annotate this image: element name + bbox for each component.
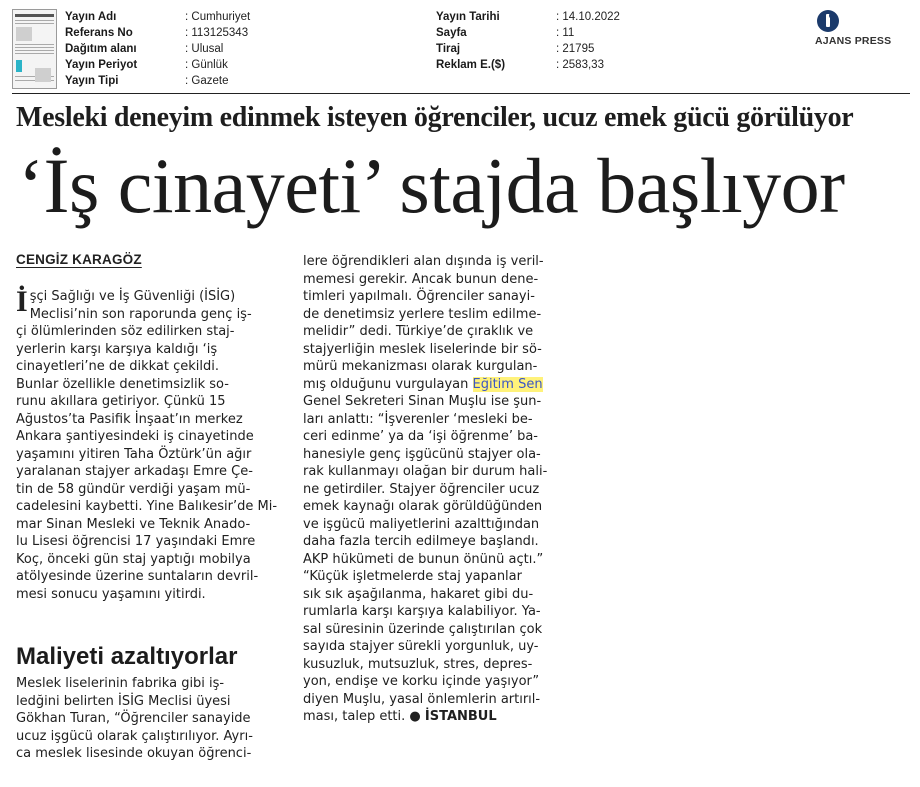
label-referans-no: Referans No (65, 27, 133, 39)
article-column-1-continued (16, 675, 284, 763)
label-yayin-tarihi: Yayın Tarihi (436, 11, 500, 23)
body-line: ceri edinme’ ya da ‘işi öğrenme’ ba- (303, 429, 539, 444)
body-line: ve işgücü maliyetlerini azalttığından (303, 516, 540, 532)
value-reklam: : 2583,33 (556, 59, 604, 71)
article-column-2 (303, 253, 571, 726)
label-reklam: Reklam E.($) (436, 59, 506, 71)
body-line: Bunlar özellikle denetimsizlik so- (16, 376, 229, 392)
label-sayfa: Sayfa (436, 27, 467, 39)
body-line: rak kullanmayı olağan bir durum hali- (303, 464, 548, 479)
body-line: de denetimsiz yerlere teslim edilme- (303, 306, 542, 322)
body-line: yaşamını yitiren Taha Öztürk’ün ağır (16, 446, 252, 462)
body-line-text: ması, talep etti. ● (303, 709, 425, 724)
ajans-press-logo-icon (817, 10, 839, 32)
label-yayin-tipi: Yayın Tipi (65, 75, 119, 87)
body-line: ları anlattı: “İşverenler ‘mesleki be- (303, 411, 533, 427)
value-yayin-periyot: : Günlük (185, 59, 228, 71)
ajans-press-logo (815, 10, 910, 50)
body-line: hanesiyle genç işgücünü stajyer ola- (303, 446, 541, 462)
body-line: yaralanan stajyer arkadaşı Emre Çe- (16, 464, 253, 479)
drop-cap: İ (16, 285, 28, 318)
label-yayin-adi: Yayın Adı (65, 11, 117, 23)
body-line: daha fazla tercih edilmeye başlandı. (303, 534, 539, 549)
publication-info-right (436, 9, 620, 73)
body-line-last (303, 708, 571, 726)
body-line: ne getirdiler. Stajyer öğrenciler ucuz (303, 481, 540, 497)
dateline: İSTANBUL (424, 709, 497, 724)
article-headline: ‘İş cinayeti’ stajda başlıyor (18, 142, 845, 229)
body-line: sayıda stajyer sürekli yorgunluk, uy- (303, 639, 539, 654)
header-divider (12, 93, 910, 94)
ajans-press-logo-text: AJANS PRESS (815, 35, 892, 47)
highlighted-keyword[interactable]: Eğitim Sen (472, 376, 543, 392)
body-line: Gökhan Turan, “Öğrenciler sanayide (16, 711, 251, 726)
body-line: lere öğrendikleri alan dışında iş veril- (303, 254, 544, 269)
body-line: Koç, önceki gün staj yaptığı mobilya (16, 551, 251, 567)
body-line: Ağustos’ta Pasifik İnşaat’ın merkez (16, 411, 243, 427)
body-line: memesi gerekir. Ancak bunun dene- (303, 271, 539, 287)
body-line: timleri yapılmalı. Öğrenciler sanayi- (303, 289, 535, 304)
article-subheading: Maliyeti azaltıyorlar (16, 643, 238, 670)
body-line: mar Sinan Mesleki ve Teknik Anado- (16, 516, 251, 532)
value-yayin-tarihi: : 14.10.2022 (556, 11, 620, 23)
body-line: mürü mekanizması olarak kurgulan- (303, 359, 538, 374)
label-tiraj: Tiraj (436, 43, 461, 55)
value-tiraj: : 21795 (556, 43, 595, 55)
body-line: Genel Sekreteri Sinan Muşlu ise şun- (303, 394, 542, 409)
body-line: ca meslek lisesinde okuyan öğrenci- (16, 746, 252, 761)
label-dagitim-alani: Dağıtım alanı (65, 43, 137, 55)
article-kicker: Mesleki deneyim edinmek isteyen öğrenciler, ucuz emek gücü görülüyor (16, 102, 854, 133)
body-line: şçi Sağlığı ve İş Güvenliği (İSİG) (29, 289, 236, 304)
body-line: ledğini belirten İSİG Meclisi üyesi (16, 693, 231, 709)
body-line: AKP hükümeti de bunun önünü açtı.” (303, 551, 544, 567)
body-line: tin de 58 gündür verdiği yaşam mü- (16, 481, 251, 497)
article-byline: CENGİZ KARAGÖZ (16, 252, 142, 267)
body-line: cadelesini kaybetti. Yine Balıkesir’de Mi- (16, 499, 278, 514)
body-line: atölyesinde üzerine suntaların devril- (16, 569, 259, 584)
body-line: çi ölümlerinden söz edilirken staj- (16, 324, 235, 339)
publication-info-left (65, 9, 250, 89)
body-line: cinayetleri’ne de dikkat çekildi. (16, 359, 219, 374)
body-line: runu akıllara getiriyor. Çünkü 15 (16, 394, 226, 409)
body-line: kusuzluk, mutsuzluk, stres, depres- (303, 656, 533, 672)
body-line: rumlarla karşı karşıya kalabiliyor. Ya- (303, 604, 541, 619)
body-line: “Küçük işletmelerde staj yapanlar (303, 569, 522, 584)
body-line: mesi sonucu yaşamını yitirdi. (16, 586, 206, 602)
value-sayfa: : 11 (556, 27, 575, 39)
body-line: yon, endişe ve korku içinde yaşıyor” (303, 674, 540, 689)
body-line: lu Lisesi öğrencisi 17 yaşındaki Emre (16, 534, 256, 549)
body-line-highlighted (303, 376, 571, 394)
value-yayin-tipi: : Gazete (185, 75, 229, 87)
article-column-1 (16, 285, 284, 603)
body-line: ucuz işgücü olarak çalıştırılıyor. Ayrı- (16, 728, 253, 744)
body-line: diyen Muşlu, yasal önlemlerin artırıl- (303, 691, 541, 707)
value-dagitim-alani: : Ulusal (185, 43, 224, 55)
body-line: melidir” dedi. Türkiye’de çıraklık ve (303, 324, 534, 339)
body-line: Ankara şantiyesindeki iş cinayetinde (16, 429, 254, 444)
body-line: Meclisi’nin son raporunda genç iş- (29, 306, 252, 322)
body-line: Meslek liselerinin fabrika gibi iş- (16, 676, 225, 691)
body-line: yerlerin karşı karşıya kaldığı ‘iş (16, 341, 218, 357)
body-line: emek kaynağı olarak görüldüğünden (303, 499, 543, 514)
value-yayin-adi: : Cumhuriyet (185, 11, 251, 23)
body-line-text: mış olduğunu vurgulayan (303, 376, 473, 392)
body-line: sık sık aşağılanma, hakaret gibi du- (303, 586, 534, 602)
label-yayin-periyot: Yayın Periyot (65, 59, 138, 71)
body-line: stajyerliğin meslek liselerinde bir sö- (303, 341, 542, 357)
value-referans-no: : 113125343 (185, 27, 249, 39)
body-line: sal süresinin üzerinde çalıştırılan çok (303, 621, 543, 637)
page-thumbnail[interactable] (12, 9, 57, 89)
